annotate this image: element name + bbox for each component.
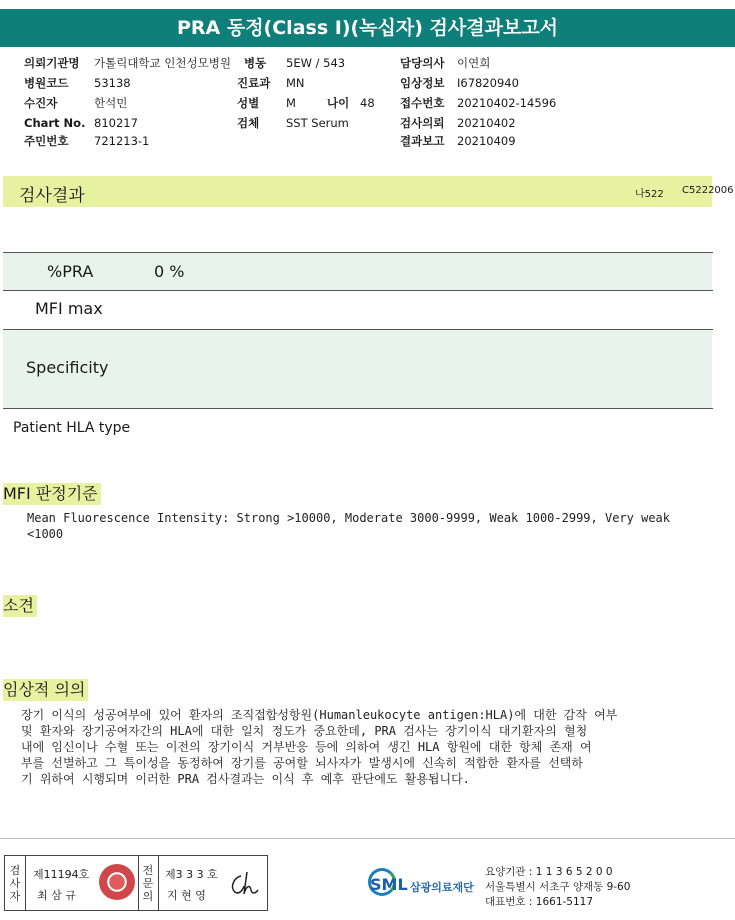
doctor-signature-icon — [227, 870, 261, 898]
sex-label: 성별 — [237, 96, 260, 110]
significance-line: 기 위하여 시행되며 이러한 PRA 검사결과는 이식 후 예후 판단에도 활용됩니다. — [21, 772, 470, 786]
doctor-label: 담당의사 — [400, 56, 445, 70]
resident-label: 주민번호 — [24, 134, 69, 148]
receipt-label: 접수번호 — [400, 96, 445, 110]
logo-text: SML — [370, 875, 408, 894]
results-code-2: C5222006 — [682, 185, 734, 196]
results-header — [3, 176, 734, 207]
specimen-value: SST Serum — [286, 116, 349, 130]
divider — [3, 252, 713, 253]
divider — [3, 408, 713, 409]
ward-value: 5EW / 543 — [286, 56, 346, 70]
doctor-license-no: 제3 3 3 호 — [165, 868, 218, 881]
specimen-label: 검체 — [237, 116, 260, 130]
pra-row — [3, 253, 712, 290]
significance-line: 내에 임신이나 수혈 또는 이전의 장기이식 거부반응 등에 의하여 생긴 HLA 항원에 대한 항체 존재 여 — [21, 740, 592, 754]
tester-license-no: 제11194호 — [33, 868, 90, 881]
findings-heading: 소견 — [3, 595, 37, 617]
org-name: 삼광의료재단 — [410, 881, 474, 894]
divider — [3, 290, 713, 291]
criteria-heading: MFI 판정기준 — [3, 483, 101, 505]
doctor-box-label: 전문의 — [142, 864, 154, 903]
significance-line: 장기 이식의 성공여부에 있어 환자의 조직접합성항원(Humanleukocyte antigen:HLA)에 대한 감작 여부 — [21, 708, 618, 722]
clinical-info-label: 임상정보 — [400, 76, 445, 90]
footer-divider — [0, 838, 735, 839]
tester-name: 최 삼 규 — [37, 889, 76, 902]
criteria-line-2: <1000 — [27, 527, 64, 541]
request-label: 검사의뢰 — [400, 116, 445, 130]
doctor-value: 이연희 — [457, 56, 491, 70]
dept-value: MN — [286, 76, 305, 90]
hospital-code-label: 병원코드 — [24, 76, 69, 90]
significance-line: 부를 선별하고 그 특이성을 동정하여 장기를 공여할 뇌사자가 발생시에 신속히 적합한 환자를 선택하 — [21, 756, 583, 770]
signature-box — [4, 855, 268, 911]
official-seal-icon — [99, 864, 135, 900]
ward-label: 병동 — [244, 56, 267, 70]
specificity-label: Specificity — [26, 358, 109, 377]
report-title: PRA 동정(Class I)(녹십자) 검사결과보고서 — [0, 9, 735, 47]
divider — [158, 856, 159, 910]
institution-label: 의뢰기관명 — [24, 56, 80, 70]
patient-value: 한석민 — [94, 96, 128, 110]
report-label: 결과보고 — [400, 134, 445, 148]
tester-box-label: 검사자 — [9, 864, 21, 903]
request-value: 20210402 — [457, 116, 516, 130]
dept-label: 진료과 — [237, 76, 271, 90]
patient-label: 수진자 — [24, 96, 58, 110]
receipt-value: 20210402-14596 — [457, 96, 557, 110]
age-value: 48 — [360, 96, 375, 110]
significance-line: 및 환자와 장기공여자간의 HLA에 대한 일치 정도가 중요한데, PRA 검사는 장기이식 대기환자의 혈청 — [21, 724, 588, 738]
mfi-max-label: MFI max — [35, 299, 103, 318]
doctor-name: 지 현 영 — [167, 889, 206, 902]
clinical-info-value: I67820940 — [457, 76, 519, 90]
age-label: 나이 — [327, 96, 350, 110]
resident-value: 721213-1 — [94, 134, 150, 148]
phone-number: 대표번호 : 1661-5117 — [485, 896, 594, 908]
criteria-line-1: Mean Fluorescence Intensity: Strong >10000, Moderate 3000-9999, Weak 1000-2999, Very weak — [27, 511, 670, 525]
institution-value: 가톨릭대학교 인천성모병원 — [94, 56, 231, 70]
sex-value: M — [286, 96, 296, 110]
patient-hla-label: Patient HLA type — [13, 420, 131, 436]
agency-number: 요양기관 : 1 1 3 6 5 2 0 0 — [485, 866, 613, 878]
address: 서울특별시 서초구 양재동 9-60 — [485, 881, 631, 893]
report-value: 20210409 — [457, 134, 516, 148]
specificity-row — [3, 330, 712, 408]
chart-value: 810217 — [94, 116, 138, 130]
pra-value: 0 % — [154, 262, 185, 281]
divider — [138, 856, 139, 910]
hospital-code-value: 53138 — [94, 76, 131, 90]
chart-label: Chart No. — [24, 116, 86, 130]
divider — [25, 856, 26, 910]
pra-label: %PRA — [47, 262, 94, 281]
results-heading: 검사결과 — [19, 186, 85, 206]
results-code-1: 나522 — [635, 189, 664, 200]
significance-heading: 임상적 의의 — [3, 679, 88, 701]
